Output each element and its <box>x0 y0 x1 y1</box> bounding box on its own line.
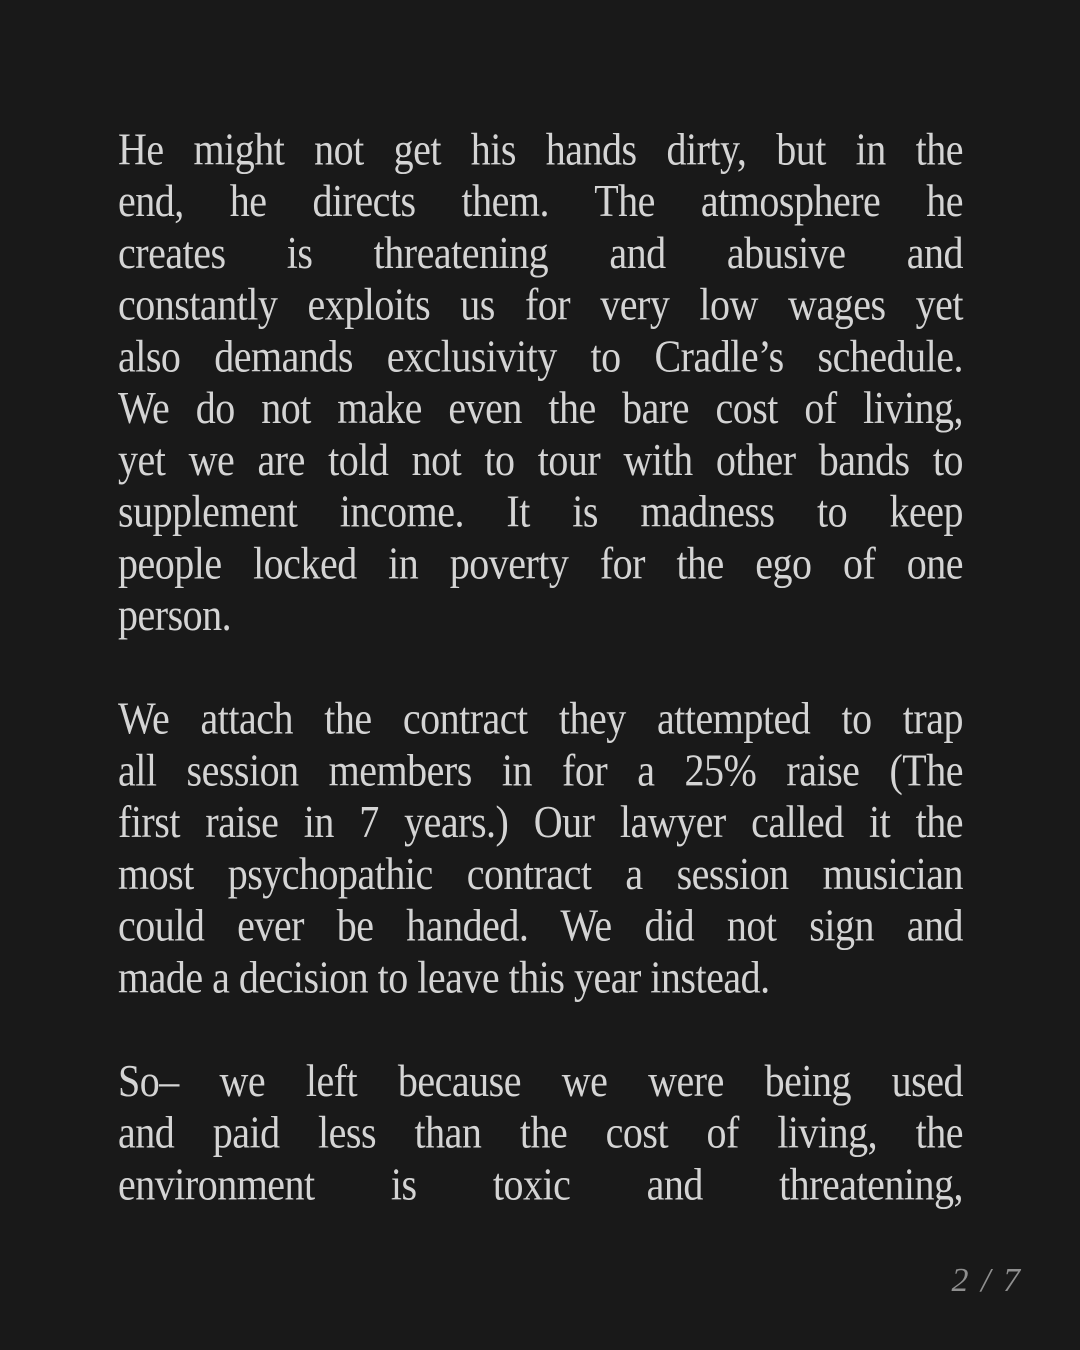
statement-line: We attach the contract they attempted to trap <box>118 692 963 744</box>
statement-line: creates is threatening and abusive and <box>118 226 963 279</box>
statement-line: first raise in 7 years.) Our lawyer called it the <box>118 795 963 848</box>
statement-paragraph <box>118 123 963 641</box>
statement-line: constantly exploits us for very low wages yet <box>118 278 963 330</box>
statement-line: all session members in for a 25% raise (The <box>118 744 963 796</box>
statement-paragraph <box>118 1055 963 1210</box>
statement-line: could ever be handed. We did not sign and <box>118 899 963 951</box>
statement-line: and paid less than the cost of living, the <box>118 1106 963 1158</box>
statement-line: people locked in poverty for the ego of one <box>118 537 963 589</box>
statement-line: yet we are told not to tour with other bands to <box>118 433 963 486</box>
statement-line: We do not make even the bare cost of living, <box>118 381 963 434</box>
statement-line: also demands exclusivity to Cradle’s schedule. <box>118 330 963 382</box>
statement-line: person. <box>118 588 232 641</box>
statement-line: most psychopathic contract a session musician <box>118 847 963 900</box>
statement-line: So– we left because we were being used <box>118 1054 963 1107</box>
statement-line: made a decision to leave this year instead. <box>118 951 770 1003</box>
page-total: 7 <box>1003 1262 1022 1299</box>
statement-line: environment is toxic and threatening, <box>118 1158 963 1210</box>
statement-line: supplement income. It is madness to keep <box>118 485 963 537</box>
statement-line: end, he directs them. The atmosphere he <box>118 174 963 227</box>
statement-paragraph <box>118 692 963 1003</box>
page-current: 2 <box>951 1262 971 1299</box>
page-indicator <box>952 1262 1022 1300</box>
statement-line: He might not get his hands dirty, but in the <box>118 123 963 175</box>
page-separator-slash: / <box>981 1262 993 1299</box>
statement-text-block <box>118 123 963 1210</box>
